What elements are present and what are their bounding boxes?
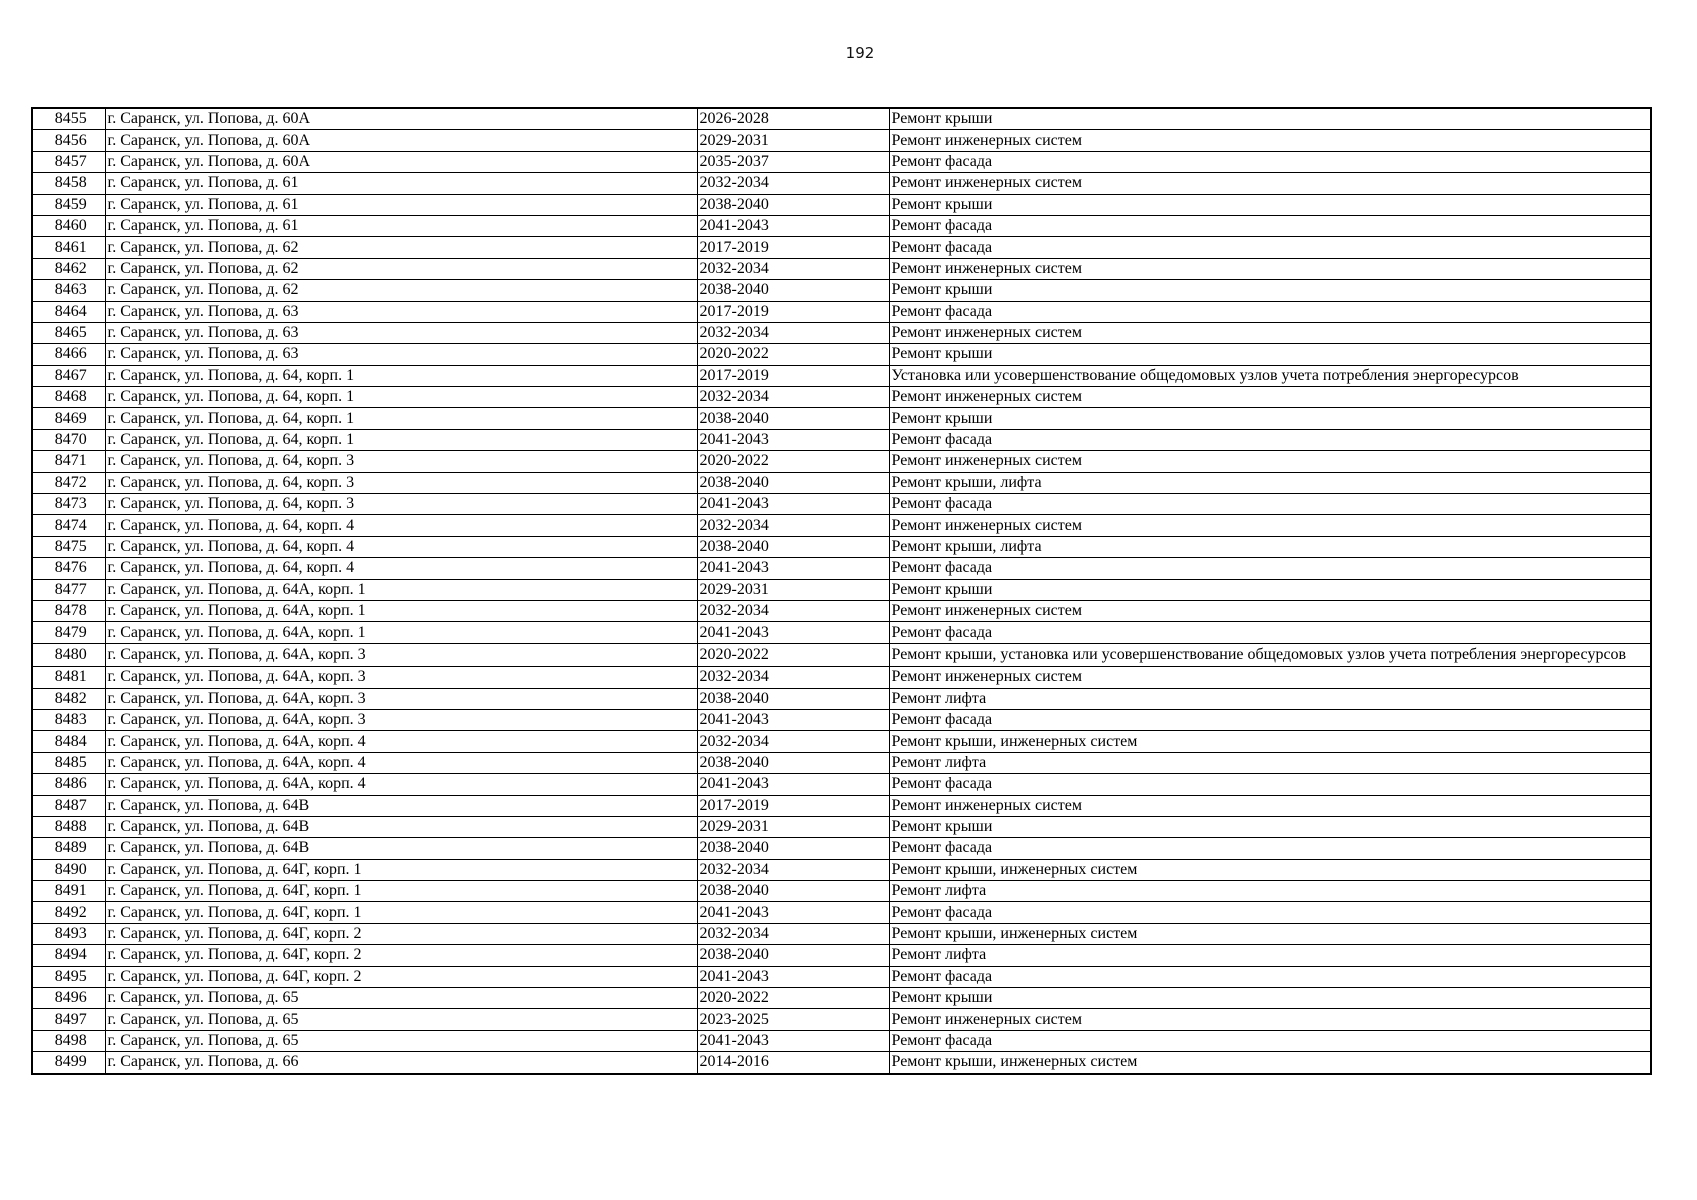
address-cell: г. Саранск, ул. Попова, д. 64А, корп. 3 [105,688,697,709]
address-cell: г. Саранск, ул. Попова, д. 64, корп. 4 [105,515,697,536]
table-row [32,1009,1651,1030]
period-cell: 2041-2043 [697,494,889,515]
work-type-cell: Ремонт крыши [889,280,1651,301]
address-cell: г. Саранск, ул. Попова, д. 64А, корп. 4 [105,731,697,752]
table-row [32,258,1651,279]
work-type-cell: Ремонт фасада [889,429,1651,450]
table-row [32,752,1651,773]
row-number-cell: 8489 [32,838,105,859]
table-row [32,622,1651,643]
work-type-cell: Ремонт крыши [889,344,1651,365]
row-number-cell: 8459 [32,194,105,215]
row-number-cell: 8469 [32,408,105,429]
period-cell: 2026-2028 [697,108,889,130]
work-type-cell: Ремонт лифта [889,688,1651,709]
address-cell: г. Саранск, ул. Попова, д. 60А [105,151,697,172]
table-row [32,902,1651,923]
row-number-cell: 8458 [32,173,105,194]
row-number-cell: 8466 [32,344,105,365]
work-type-cell: Ремонт фасада [889,215,1651,236]
work-type-cell: Ремонт фасада [889,622,1651,643]
row-number-cell: 8486 [32,774,105,795]
table-row [32,108,1651,130]
row-number-cell: 8474 [32,515,105,536]
table-row [32,966,1651,987]
row-number-cell: 8473 [32,494,105,515]
table-row [32,451,1651,472]
table-row [32,408,1651,429]
period-cell: 2038-2040 [697,945,889,966]
address-cell: г. Саранск, ул. Попова, д. 64, корп. 1 [105,429,697,450]
period-cell: 2041-2043 [697,966,889,987]
row-number-cell: 8481 [32,667,105,688]
period-cell: 2020-2022 [697,344,889,365]
address-cell: г. Саранск, ул. Попова, д. 63 [105,322,697,343]
period-cell: 2032-2034 [697,667,889,688]
address-cell: г. Саранск, ул. Попова, д. 63 [105,344,697,365]
period-cell: 2032-2034 [697,859,889,880]
period-cell: 2032-2034 [697,923,889,944]
period-cell: 2041-2043 [697,558,889,579]
work-type-cell: Ремонт фасада [889,237,1651,258]
address-cell: г. Саранск, ул. Попова, д. 64Г, корп. 1 [105,881,697,902]
work-type-cell: Ремонт фасада [889,709,1651,730]
work-type-cell: Ремонт фасада [889,301,1651,322]
row-number-cell: 8467 [32,365,105,386]
table-row [32,731,1651,752]
work-type-cell: Ремонт крыши [889,816,1651,837]
row-number-cell: 8480 [32,643,105,666]
table-row [32,536,1651,557]
period-cell: 2041-2043 [697,774,889,795]
row-number-cell: 8478 [32,600,105,621]
address-cell: г. Саранск, ул. Попова, д. 64, корп. 4 [105,536,697,557]
period-cell: 2017-2019 [697,365,889,386]
work-type-cell: Ремонт инженерных систем [889,451,1651,472]
table-body [32,108,1651,1074]
work-type-cell: Ремонт инженерных систем [889,667,1651,688]
period-cell: 2020-2022 [697,643,889,666]
table-row [32,194,1651,215]
table-row [32,881,1651,902]
address-cell: г. Саранск, ул. Попова, д. 60А [105,130,697,151]
row-number-cell: 8484 [32,731,105,752]
table-row [32,301,1651,322]
row-number-cell: 8479 [32,622,105,643]
row-number-cell: 8498 [32,1030,105,1051]
row-number-cell: 8488 [32,816,105,837]
period-cell: 2038-2040 [697,194,889,215]
address-cell: г. Саранск, ул. Попова, д. 64А, корп. 1 [105,579,697,600]
work-type-cell: Ремонт крыши [889,988,1651,1009]
period-cell: 2017-2019 [697,301,889,322]
period-cell: 2029-2031 [697,130,889,151]
table-row [32,859,1651,880]
work-type-cell: Ремонт инженерных систем [889,1009,1651,1030]
work-type-cell: Ремонт инженерных систем [889,258,1651,279]
address-cell: г. Саранск, ул. Попова, д. 64Г, корп. 1 [105,859,697,880]
address-cell: г. Саранск, ул. Попова, д. 62 [105,280,697,301]
row-number-cell: 8463 [32,280,105,301]
table-row [32,280,1651,301]
table-row [32,515,1651,536]
row-number-cell: 8495 [32,966,105,987]
table-row [32,923,1651,944]
address-cell: г. Саранск, ул. Попова, д. 65 [105,1030,697,1051]
row-number-cell: 8494 [32,945,105,966]
work-type-cell: Ремонт крыши, инженерных систем [889,859,1651,880]
work-type-cell: Ремонт фасада [889,902,1651,923]
table-row [32,173,1651,194]
row-number-cell: 8487 [32,795,105,816]
work-type-cell: Ремонт инженерных систем [889,130,1651,151]
address-cell: г. Саранск, ул. Попова, д. 64А, корп. 3 [105,709,697,730]
table-row [32,344,1651,365]
table-row [32,429,1651,450]
work-type-cell: Ремонт фасада [889,774,1651,795]
work-type-cell: Ремонт инженерных систем [889,600,1651,621]
address-cell: г. Саранск, ул. Попова, д. 64, корп. 3 [105,472,697,493]
work-type-cell: Ремонт фасада [889,838,1651,859]
period-cell: 2041-2043 [697,902,889,923]
row-number-cell: 8492 [32,902,105,923]
table-row [32,709,1651,730]
address-cell: г. Саранск, ул. Попова, д. 64Г, корп. 2 [105,923,697,944]
page-number: 192 [845,44,875,62]
period-cell: 2041-2043 [697,622,889,643]
address-cell: г. Саранск, ул. Попова, д. 62 [105,258,697,279]
work-type-cell: Ремонт крыши [889,579,1651,600]
period-cell: 2038-2040 [697,838,889,859]
work-type-cell: Ремонт фасада [889,151,1651,172]
address-cell: г. Саранск, ул. Попова, д. 64, корп. 1 [105,365,697,386]
address-cell: г. Саранск, ул. Попова, д. 64А, корп. 1 [105,600,697,621]
row-number-cell: 8482 [32,688,105,709]
period-cell: 2020-2022 [697,451,889,472]
work-type-cell: Ремонт фасада [889,1030,1651,1051]
row-number-cell: 8476 [32,558,105,579]
period-cell: 2038-2040 [697,472,889,493]
address-cell: г. Саранск, ул. Попова, д. 64, корп. 4 [105,558,697,579]
address-cell: г. Саранск, ул. Попова, д. 64, корп. 3 [105,451,697,472]
table-row [32,816,1651,837]
table-row [32,667,1651,688]
address-cell: г. Саранск, ул. Попова, д. 64В [105,795,697,816]
address-cell: г. Саранск, ул. Попова, д. 64А, корп. 4 [105,774,697,795]
period-cell: 2032-2034 [697,600,889,621]
table-row [32,838,1651,859]
table-row [32,151,1651,172]
row-number-cell: 8471 [32,451,105,472]
work-type-cell: Ремонт фасада [889,966,1651,987]
row-number-cell: 8491 [32,881,105,902]
address-cell: г. Саранск, ул. Попова, д. 66 [105,1052,697,1074]
table-row [32,945,1651,966]
period-cell: 2038-2040 [697,881,889,902]
period-cell: 2035-2037 [697,151,889,172]
work-type-cell: Ремонт крыши, инженерных систем [889,1052,1651,1074]
table-row [32,795,1651,816]
address-cell: г. Саранск, ул. Попова, д. 60А [105,108,697,130]
period-cell: 2032-2034 [697,515,889,536]
address-cell: г. Саранск, ул. Попова, д. 61 [105,173,697,194]
table-row [32,215,1651,236]
work-type-cell: Ремонт крыши [889,108,1651,130]
row-number-cell: 8464 [32,301,105,322]
table-row [32,988,1651,1009]
work-type-cell: Ремонт крыши, инженерных систем [889,923,1651,944]
work-type-cell: Ремонт крыши, установка или усовершенствование общедомовых узлов учета потребления энергоресурсов [889,643,1651,666]
address-cell: г. Саранск, ул. Попова, д. 64Г, корп. 1 [105,902,697,923]
row-number-cell: 8497 [32,1009,105,1030]
table-row [32,600,1651,621]
period-cell: 2041-2043 [697,429,889,450]
address-cell: г. Саранск, ул. Попова, д. 64А, корп. 4 [105,752,697,773]
repair-schedule-table [31,107,1652,1075]
period-cell: 2017-2019 [697,237,889,258]
address-cell: г. Саранск, ул. Попова, д. 64, корп. 3 [105,494,697,515]
row-number-cell: 8460 [32,215,105,236]
row-number-cell: 8455 [32,108,105,130]
work-type-cell: Ремонт инженерных систем [889,795,1651,816]
period-cell: 2032-2034 [697,173,889,194]
table-row [32,558,1651,579]
work-type-cell: Ремонт фасада [889,558,1651,579]
period-cell: 2038-2040 [697,752,889,773]
period-cell: 2029-2031 [697,579,889,600]
row-number-cell: 8485 [32,752,105,773]
period-cell: 2038-2040 [697,536,889,557]
period-cell: 2032-2034 [697,731,889,752]
table-row [32,579,1651,600]
table-row [32,494,1651,515]
address-cell: г. Саранск, ул. Попова, д. 65 [105,988,697,1009]
period-cell: 2041-2043 [697,1030,889,1051]
address-cell: г. Саранск, ул. Попова, д. 64А, корп. 3 [105,643,697,666]
table-row [32,688,1651,709]
work-type-cell: Установка или усовершенствование общедомовых узлов учета потребления энергоресурсов [889,365,1651,386]
table-row [32,1052,1651,1074]
address-cell: г. Саранск, ул. Попова, д. 64В [105,838,697,859]
work-type-cell: Ремонт крыши, лифта [889,536,1651,557]
table-row [32,643,1651,666]
period-cell: 2032-2034 [697,387,889,408]
period-cell: 2041-2043 [697,215,889,236]
period-cell: 2017-2019 [697,795,889,816]
address-cell: г. Саранск, ул. Попова, д. 64Г, корп. 2 [105,945,697,966]
work-type-cell: Ремонт инженерных систем [889,387,1651,408]
table-row [32,774,1651,795]
period-cell: 2029-2031 [697,816,889,837]
period-cell: 2032-2034 [697,322,889,343]
work-type-cell: Ремонт лифта [889,881,1651,902]
row-number-cell: 8470 [32,429,105,450]
work-type-cell: Ремонт крыши, лифта [889,472,1651,493]
row-number-cell: 8477 [32,579,105,600]
row-number-cell: 8490 [32,859,105,880]
period-cell: 2038-2040 [697,688,889,709]
address-cell: г. Саранск, ул. Попова, д. 64В [105,816,697,837]
period-cell: 2038-2040 [697,408,889,429]
work-type-cell: Ремонт инженерных систем [889,515,1651,536]
row-number-cell: 8456 [32,130,105,151]
table-row [32,237,1651,258]
work-type-cell: Ремонт крыши, инженерных систем [889,731,1651,752]
work-type-cell: Ремонт инженерных систем [889,322,1651,343]
table-row [32,472,1651,493]
period-cell: 2014-2016 [697,1052,889,1074]
period-cell: 2041-2043 [697,709,889,730]
table-row [32,365,1651,386]
row-number-cell: 8475 [32,536,105,557]
row-number-cell: 8462 [32,258,105,279]
period-cell: 2020-2022 [697,988,889,1009]
address-cell: г. Саранск, ул. Попова, д. 64А, корп. 1 [105,622,697,643]
row-number-cell: 8496 [32,988,105,1009]
work-type-cell: Ремонт лифта [889,752,1651,773]
address-cell: г. Саранск, ул. Попова, д. 64Г, корп. 2 [105,966,697,987]
address-cell: г. Саранск, ул. Попова, д. 63 [105,301,697,322]
address-cell: г. Саранск, ул. Попова, д. 61 [105,194,697,215]
address-cell: г. Саранск, ул. Попова, д. 64А, корп. 3 [105,667,697,688]
row-number-cell: 8472 [32,472,105,493]
address-cell: г. Саранск, ул. Попова, д. 64, корп. 1 [105,408,697,429]
address-cell: г. Саранск, ул. Попова, д. 65 [105,1009,697,1030]
address-cell: г. Саранск, ул. Попова, д. 61 [105,215,697,236]
row-number-cell: 8483 [32,709,105,730]
work-type-cell: Ремонт лифта [889,945,1651,966]
work-type-cell: Ремонт крыши [889,408,1651,429]
period-cell: 2032-2034 [697,258,889,279]
work-type-cell: Ремонт фасада [889,494,1651,515]
work-type-cell: Ремонт инженерных систем [889,173,1651,194]
row-number-cell: 8465 [32,322,105,343]
work-type-cell: Ремонт крыши [889,194,1651,215]
row-number-cell: 8493 [32,923,105,944]
row-number-cell: 8461 [32,237,105,258]
row-number-cell: 8468 [32,387,105,408]
table-row [32,322,1651,343]
address-cell: г. Саранск, ул. Попова, д. 62 [105,237,697,258]
table-row [32,387,1651,408]
row-number-cell: 8457 [32,151,105,172]
table-row [32,130,1651,151]
address-cell: г. Саранск, ул. Попова, д. 64, корп. 1 [105,387,697,408]
row-number-cell: 8499 [32,1052,105,1074]
period-cell: 2038-2040 [697,280,889,301]
table-row [32,1030,1651,1051]
period-cell: 2023-2025 [697,1009,889,1030]
